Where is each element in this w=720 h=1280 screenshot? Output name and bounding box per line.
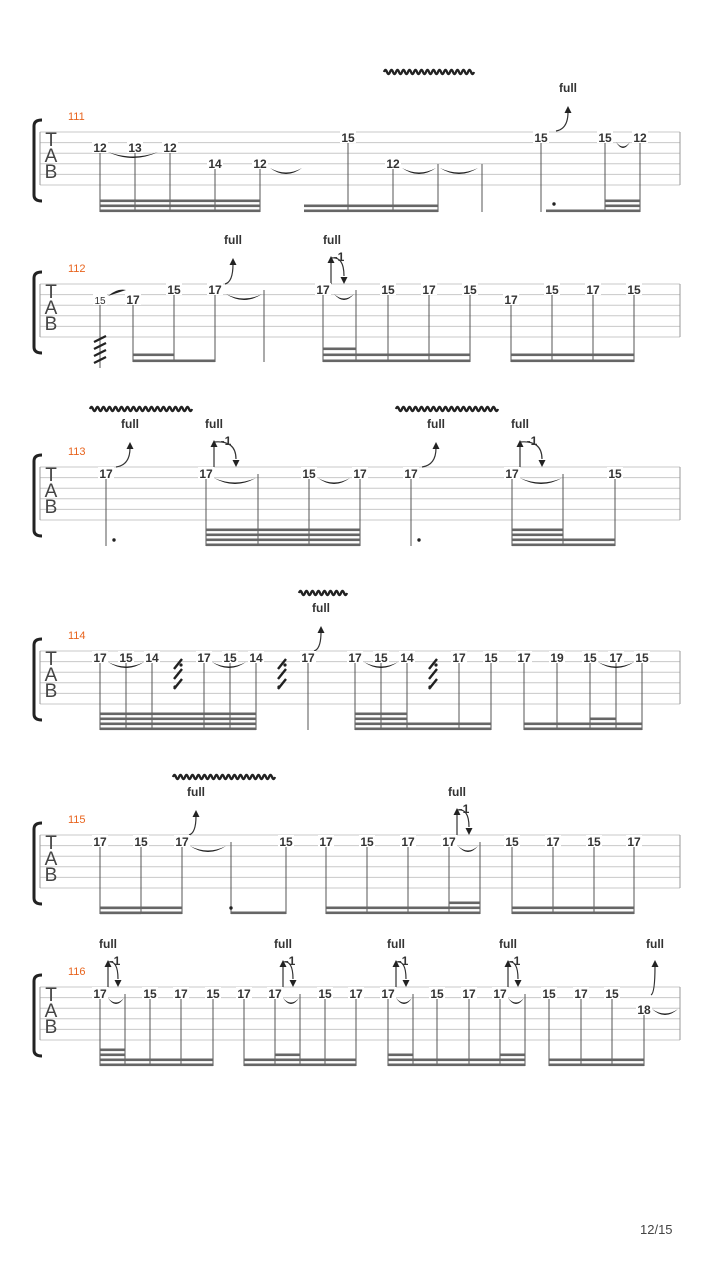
fret-number: 17: [93, 835, 107, 849]
beam: [100, 912, 141, 915]
bend-curve: [225, 264, 233, 284]
prebend-arrow: [517, 440, 524, 447]
tab-clef-letter: A: [44, 298, 58, 319]
bend-label: full: [205, 417, 223, 431]
bend-arrow: [318, 626, 325, 633]
repeat-dot: [428, 685, 431, 688]
bend-label: -1: [509, 954, 521, 968]
tie-arc: [190, 846, 226, 852]
fret-number: 17: [93, 651, 107, 665]
beam: [100, 205, 260, 208]
repeat-slash: [278, 669, 286, 679]
bend-label: full: [274, 937, 292, 951]
tie-arc: [508, 998, 524, 1004]
fret-number: 15: [206, 987, 220, 1001]
tab-clef-letter: T: [45, 649, 57, 670]
fret-number: 17: [319, 835, 333, 849]
fret-number: 18: [637, 1003, 651, 1017]
fret-number: 15: [374, 651, 388, 665]
bend-arrow: [433, 442, 440, 449]
fret-number: 15: [143, 987, 157, 1001]
bend-label: -1: [109, 954, 121, 968]
fret-number: 17: [348, 651, 362, 665]
fret-number: 12: [633, 131, 647, 145]
bend-curve: [189, 816, 196, 835]
bend-label: full: [121, 417, 139, 431]
tie-arc: [402, 168, 436, 174]
beam: [546, 210, 605, 213]
release-arrow: [515, 980, 522, 987]
release-arrow: [290, 980, 297, 987]
bend-label: full: [427, 417, 445, 431]
tab-clef-letter: T: [45, 465, 57, 486]
bend-label: -1: [397, 954, 409, 968]
beam: [512, 539, 615, 542]
beam: [100, 1064, 213, 1067]
tie-arc: [270, 168, 302, 174]
beam: [356, 360, 470, 363]
beam: [511, 360, 634, 363]
beam: [206, 544, 360, 547]
repeat-dot: [277, 685, 280, 688]
fret-number: 17: [546, 835, 560, 849]
release-arrow: [233, 460, 240, 467]
fret-number: 15: [545, 283, 559, 297]
fret-number: 15: [430, 987, 444, 1001]
fret-number: 17: [353, 467, 367, 481]
beam: [512, 529, 563, 532]
bend-curve: [556, 112, 568, 131]
tab-clef-letter: A: [44, 146, 58, 167]
tie-arc: [652, 1009, 678, 1015]
system-111: [34, 81, 680, 212]
page-number: 12/15: [640, 1222, 673, 1237]
fret-number: 17: [422, 283, 436, 297]
fret-number: 17: [349, 987, 363, 1001]
bend-label: -1: [526, 434, 538, 448]
beam: [511, 354, 634, 357]
fret-number: 13: [128, 141, 142, 155]
fret-number: 17: [174, 987, 188, 1001]
fret-number: 12: [386, 157, 400, 171]
fret-number: 15: [598, 131, 612, 145]
vibrato-mark: [299, 591, 347, 595]
beam: [590, 718, 616, 721]
beam: [524, 723, 642, 726]
fret-number: 14: [249, 651, 263, 665]
bend-label: -1: [458, 802, 470, 816]
tab-clef-letter: A: [44, 481, 58, 502]
fret-number: 15: [94, 296, 106, 307]
fret-number: 14: [208, 157, 222, 171]
fret-number: 15: [381, 283, 395, 297]
beam: [244, 1064, 356, 1067]
fret-number: 15: [360, 835, 374, 849]
tab-clef-letter: B: [44, 314, 58, 335]
beam: [605, 210, 640, 213]
repeat-slash: [174, 669, 182, 679]
bend-label: full: [559, 81, 577, 95]
tab-clef-letter: A: [44, 849, 58, 870]
beam: [549, 1064, 644, 1067]
fret-number: 17: [627, 835, 641, 849]
fret-number: 15: [534, 131, 548, 145]
system-116: [34, 937, 680, 1066]
fret-number: 12: [253, 157, 267, 171]
fret-number: 12: [93, 141, 107, 155]
beam: [388, 1064, 525, 1067]
augmentation-dot: [552, 202, 555, 205]
tab-clef-letter: T: [45, 833, 57, 854]
tie-arc: [214, 478, 256, 484]
bend-label: full: [448, 785, 466, 799]
fret-number: 15: [119, 651, 133, 665]
bend-label: full: [511, 417, 529, 431]
measure-number: 113: [68, 446, 86, 458]
fret-number: 15: [302, 467, 316, 481]
bend-label: full: [323, 233, 341, 247]
beam: [512, 907, 634, 910]
fret-number: 17: [99, 467, 113, 481]
measure-number: 115: [68, 814, 86, 826]
vibrato-mark: [173, 775, 275, 779]
fret-number: 15: [134, 835, 148, 849]
beam: [605, 205, 640, 208]
release-arrow: [539, 460, 546, 467]
beam: [549, 1059, 644, 1062]
beam: [323, 360, 356, 363]
beam: [100, 1059, 213, 1062]
beam: [323, 348, 356, 351]
fret-number: 17: [517, 651, 531, 665]
measure-number: 114: [68, 630, 86, 642]
tie-arc: [108, 998, 124, 1004]
fret-number: 15: [341, 131, 355, 145]
tab-clef-letter: B: [44, 865, 58, 886]
measure-number: 111: [68, 111, 85, 123]
beam: [355, 723, 491, 726]
fret-number: 15: [463, 283, 477, 297]
beam: [174, 360, 215, 363]
fret-number: 17: [401, 835, 415, 849]
release-arrow: [115, 980, 122, 987]
measure-number: 116: [68, 966, 86, 978]
bend-curve: [116, 448, 130, 467]
fret-number: 15: [484, 651, 498, 665]
beam: [512, 534, 563, 537]
bend-label: -1: [220, 434, 232, 448]
fret-number: 15: [605, 987, 619, 1001]
tab-clef-letter: B: [44, 681, 58, 702]
fret-number: 17: [316, 283, 330, 297]
repeat-dot: [434, 663, 437, 666]
beam: [605, 200, 640, 203]
beam: [100, 200, 260, 203]
beam: [500, 1054, 525, 1057]
augmentation-dot: [229, 906, 232, 909]
tab-clef-letter: T: [45, 130, 57, 151]
fret-number: 17: [493, 987, 507, 1001]
fret-number: 17: [609, 651, 623, 665]
beam: [100, 718, 256, 721]
fret-number: 15: [583, 651, 597, 665]
tab-clef-letter: B: [44, 497, 58, 518]
fret-number: 17: [208, 283, 222, 297]
bend-arrow: [230, 258, 237, 265]
fret-number: 17: [197, 651, 211, 665]
beam: [100, 713, 256, 716]
beam: [512, 912, 634, 915]
fret-number: 15: [318, 987, 332, 1001]
beam: [326, 912, 480, 915]
tie-arc: [283, 998, 299, 1004]
bend-label: full: [312, 601, 330, 615]
beam: [100, 907, 141, 910]
bend-curve: [314, 632, 321, 651]
beam: [326, 907, 480, 910]
beam: [206, 534, 360, 537]
tie-arc: [318, 478, 350, 484]
beam: [100, 1049, 125, 1052]
tab-clef-letter: T: [45, 282, 57, 303]
bend-curve: [422, 448, 436, 467]
fret-number: 14: [400, 651, 414, 665]
fret-number: 15: [279, 835, 293, 849]
fret-number: 17: [574, 987, 588, 1001]
beam: [133, 354, 174, 357]
repeat-slash: [429, 669, 437, 679]
fret-number: 15: [627, 283, 641, 297]
tab-clef-letter: B: [44, 162, 58, 183]
bend-label: full: [99, 937, 117, 951]
bend-label: -1: [333, 250, 345, 264]
beam: [323, 354, 356, 357]
augmentation-dot: [417, 538, 420, 541]
beam: [231, 912, 286, 915]
tab-clef-letter: A: [44, 665, 58, 686]
tie-arc: [520, 478, 562, 484]
system-113: [34, 417, 680, 546]
fret-number: 15: [223, 651, 237, 665]
bend-arrow: [127, 442, 134, 449]
fret-number: 17: [381, 987, 395, 1001]
fret-number: 15: [542, 987, 556, 1001]
beam: [524, 728, 642, 731]
repeat-dot: [283, 663, 286, 666]
bend-label: full: [646, 937, 664, 951]
system-112: [34, 233, 680, 368]
fret-number: 15: [635, 651, 649, 665]
fret-number: 17: [404, 467, 418, 481]
fret-number: 17: [586, 283, 600, 297]
release-arrow: [403, 980, 410, 987]
beam: [206, 529, 360, 532]
fret-number: 15: [608, 467, 622, 481]
beam: [355, 713, 407, 716]
beam: [100, 1054, 125, 1057]
beam: [100, 728, 256, 731]
fret-number: 12: [163, 141, 177, 155]
beam: [100, 210, 260, 213]
fret-number: 17: [126, 293, 140, 307]
beam: [100, 723, 256, 726]
tab-clef-letter: B: [44, 1017, 58, 1038]
fret-number: 17: [462, 987, 476, 1001]
vibrato-mark: [384, 70, 474, 74]
fret-number: 17: [505, 467, 519, 481]
beam: [304, 210, 438, 213]
bend-arrow: [652, 960, 659, 967]
bend-label: full: [387, 937, 405, 951]
fret-number: 19: [550, 651, 564, 665]
system-114: [34, 601, 680, 730]
beam: [355, 718, 407, 721]
bend-label: full: [499, 937, 517, 951]
prebend-arrow: [211, 440, 218, 447]
fret-number: 17: [175, 835, 189, 849]
tie-arc: [396, 998, 412, 1004]
vibrato-mark: [90, 407, 192, 411]
vibrato-mark: [396, 407, 498, 411]
fret-number: 17: [504, 293, 518, 307]
measure-number: 112: [68, 263, 86, 275]
fret-number: 17: [301, 651, 315, 665]
fret-number: 17: [452, 651, 466, 665]
beam: [356, 354, 470, 357]
tab-clef-letter: A: [44, 1001, 58, 1022]
augmentation-dot: [112, 538, 115, 541]
fret-number: 15: [587, 835, 601, 849]
fret-number: 17: [442, 835, 456, 849]
release-arrow: [341, 277, 348, 284]
beam: [512, 544, 615, 547]
beam: [449, 902, 480, 905]
repeat-dot: [179, 663, 182, 666]
fret-number: 14: [145, 651, 159, 665]
tie-arc: [458, 846, 478, 852]
bend-arrow: [193, 810, 200, 817]
beam: [244, 1059, 356, 1062]
bend-curve: [651, 966, 655, 995]
system-115: [34, 785, 680, 914]
beam: [304, 205, 438, 208]
tie-arc: [440, 168, 478, 174]
bend-label: full: [187, 785, 205, 799]
fret-number: 17: [93, 987, 107, 1001]
fret-number: 17: [237, 987, 251, 1001]
beam: [388, 1054, 413, 1057]
fret-number: 15: [167, 283, 181, 297]
fret-number: 17: [268, 987, 282, 1001]
release-arrow: [466, 828, 473, 835]
fret-number: 15: [505, 835, 519, 849]
fret-number: 17: [199, 467, 213, 481]
beam: [206, 539, 360, 542]
bend-label: -1: [284, 954, 296, 968]
beam: [275, 1054, 300, 1057]
tab-clef-letter: T: [45, 985, 57, 1006]
beam: [355, 728, 491, 731]
repeat-dot: [173, 685, 176, 688]
beam: [133, 360, 174, 363]
bend-arrow: [565, 106, 572, 113]
bend-label: full: [224, 233, 242, 247]
beam: [388, 1059, 525, 1062]
